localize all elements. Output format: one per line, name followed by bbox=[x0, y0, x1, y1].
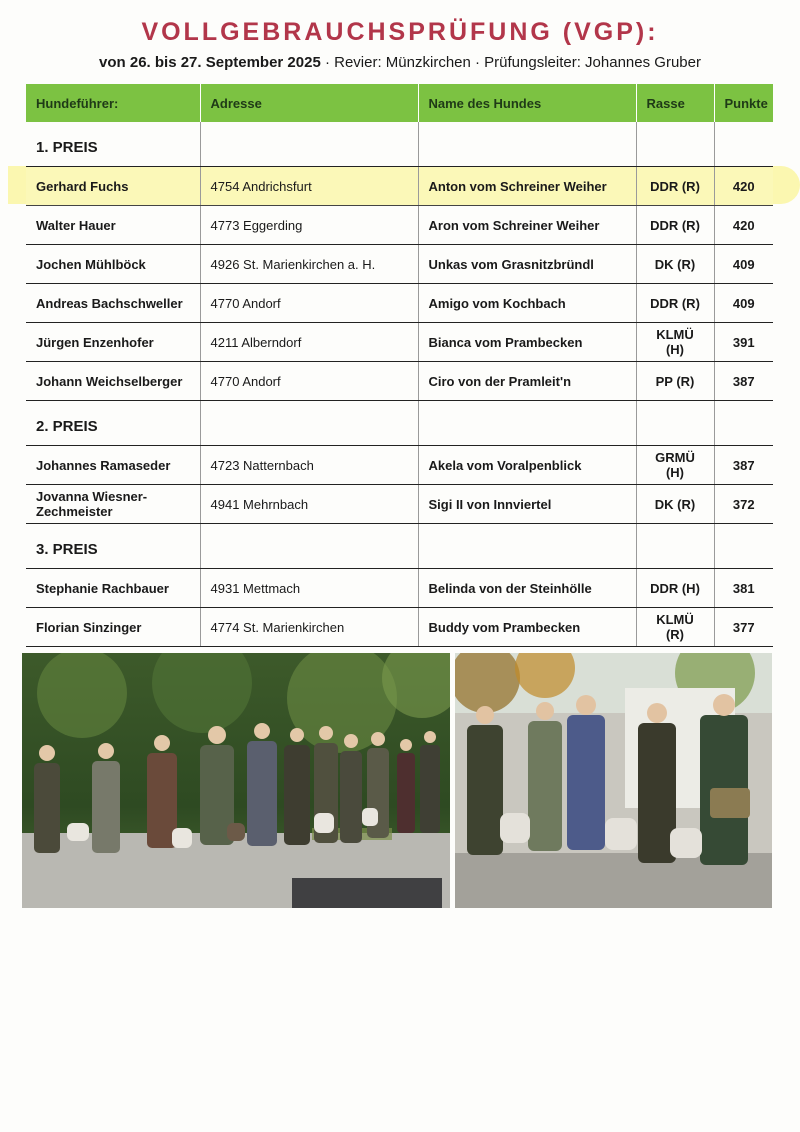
table-row bbox=[26, 167, 773, 206]
breed-cell: DDR (R) bbox=[636, 206, 714, 245]
points-cell: 387 bbox=[714, 446, 773, 485]
subtitle bbox=[0, 54, 800, 71]
empty-cell bbox=[714, 122, 773, 167]
address-cell: 4941 Mehrnbach bbox=[200, 485, 418, 524]
exam-date: von 26. bis 27. September 2025 bbox=[99, 54, 321, 71]
dog-cell: Buddy vom Prambecken bbox=[418, 608, 636, 647]
points-cell: 391 bbox=[714, 323, 773, 362]
section-row bbox=[26, 122, 773, 167]
handler-cell: Stephanie Rachbauer bbox=[26, 569, 200, 608]
exam-details: · Revier: Münzkirchen · Prüfungsleiter: Johannes Gruber bbox=[320, 54, 701, 71]
section-label: 1. PREIS bbox=[26, 122, 200, 167]
handler-cell: Jürgen Enzenhofer bbox=[26, 323, 200, 362]
address-cell: 4774 St. Marienkirchen bbox=[200, 608, 418, 647]
handler-cell: Gerhard Fuchs bbox=[26, 167, 200, 206]
empty-cell bbox=[418, 401, 636, 446]
breed-cell: KLMÜ (R) bbox=[636, 608, 714, 647]
empty-cell bbox=[200, 122, 418, 167]
handler-cell: Andreas Bachschweller bbox=[26, 284, 200, 323]
points-cell: 420 bbox=[714, 206, 773, 245]
empty-cell bbox=[714, 401, 773, 446]
section-row bbox=[26, 401, 773, 446]
section-label: 2. PREIS bbox=[26, 401, 200, 446]
points-cell: 409 bbox=[714, 245, 773, 284]
table-row bbox=[26, 446, 773, 485]
dog-cell: Akela vom Voralpenblick bbox=[418, 446, 636, 485]
address-cell: 4770 Andorf bbox=[200, 284, 418, 323]
column-header-handler: Hundeführer: bbox=[26, 84, 200, 122]
handler-cell: Johann Weichselberger bbox=[26, 362, 200, 401]
address-cell: 4773 Eggerding bbox=[200, 206, 418, 245]
dog-cell: Ciro von der Pramleit'n bbox=[418, 362, 636, 401]
address-cell: 4931 Mettmach bbox=[200, 569, 418, 608]
dog-cell: Anton vom Schreiner Weiher bbox=[418, 167, 636, 206]
group-photo bbox=[22, 653, 450, 908]
breed-cell: KLMÜ (H) bbox=[636, 323, 714, 362]
table-row bbox=[26, 569, 773, 608]
empty-cell bbox=[418, 524, 636, 569]
breed-cell: DDR (R) bbox=[636, 284, 714, 323]
dog-cell: Belinda von der Steinhölle bbox=[418, 569, 636, 608]
breed-cell: DK (R) bbox=[636, 245, 714, 284]
table-row bbox=[26, 608, 773, 647]
empty-cell bbox=[636, 122, 714, 167]
breed-cell: GRMÜ (H) bbox=[636, 446, 714, 485]
column-header-address: Adresse bbox=[200, 84, 418, 122]
table-row bbox=[26, 362, 773, 401]
results-table bbox=[26, 84, 773, 647]
empty-cell bbox=[200, 524, 418, 569]
dog-cell: Unkas vom Grasnitzbründl bbox=[418, 245, 636, 284]
dog-cell: Bianca vom Prambecken bbox=[418, 323, 636, 362]
points-cell: 409 bbox=[714, 284, 773, 323]
column-header-dog: Name des Hundes bbox=[418, 84, 636, 122]
address-cell: 4754 Andrichsfurt bbox=[200, 167, 418, 206]
winners-photo bbox=[455, 653, 772, 908]
empty-cell bbox=[200, 401, 418, 446]
points-cell: 387 bbox=[714, 362, 773, 401]
handler-cell: Walter Hauer bbox=[26, 206, 200, 245]
section-row bbox=[26, 524, 773, 569]
breed-cell: DDR (R) bbox=[636, 167, 714, 206]
table-header-row bbox=[26, 84, 773, 122]
section-label: 3. PREIS bbox=[26, 524, 200, 569]
points-cell: 372 bbox=[714, 485, 773, 524]
handler-cell: Johannes Ramaseder bbox=[26, 446, 200, 485]
dog-cell: Aron vom Schreiner Weiher bbox=[418, 206, 636, 245]
handler-cell: Florian Sinzinger bbox=[26, 608, 200, 647]
breed-cell: DK (R) bbox=[636, 485, 714, 524]
address-cell: 4926 St. Marienkirchen a. H. bbox=[200, 245, 418, 284]
address-cell: 4211 Alberndorf bbox=[200, 323, 418, 362]
table-row bbox=[26, 245, 773, 284]
points-cell: 420 bbox=[714, 167, 773, 206]
breed-cell: DDR (H) bbox=[636, 569, 714, 608]
breed-cell: PP (R) bbox=[636, 362, 714, 401]
empty-cell bbox=[636, 401, 714, 446]
empty-cell bbox=[714, 524, 773, 569]
address-cell: 4723 Natternbach bbox=[200, 446, 418, 485]
address-cell: 4770 Andorf bbox=[200, 362, 418, 401]
empty-cell bbox=[636, 524, 714, 569]
column-header-points: Punkte bbox=[714, 84, 773, 122]
dog-cell: Sigi II von Innviertel bbox=[418, 485, 636, 524]
handler-cell: Jochen Mühlböck bbox=[26, 245, 200, 284]
table-row bbox=[26, 323, 773, 362]
dog-cell: Amigo vom Kochbach bbox=[418, 284, 636, 323]
empty-cell bbox=[418, 122, 636, 167]
table-row bbox=[26, 485, 773, 524]
table-row bbox=[26, 284, 773, 323]
points-cell: 381 bbox=[714, 569, 773, 608]
column-header-breed: Rasse bbox=[636, 84, 714, 122]
handler-cell: Jovanna Wiesner-Zechmeister bbox=[26, 485, 200, 524]
page-title: VOLLGEBRAUCHSPRÜFUNG (VGP): bbox=[141, 18, 659, 46]
table-row bbox=[26, 206, 773, 245]
points-cell: 377 bbox=[714, 608, 773, 647]
